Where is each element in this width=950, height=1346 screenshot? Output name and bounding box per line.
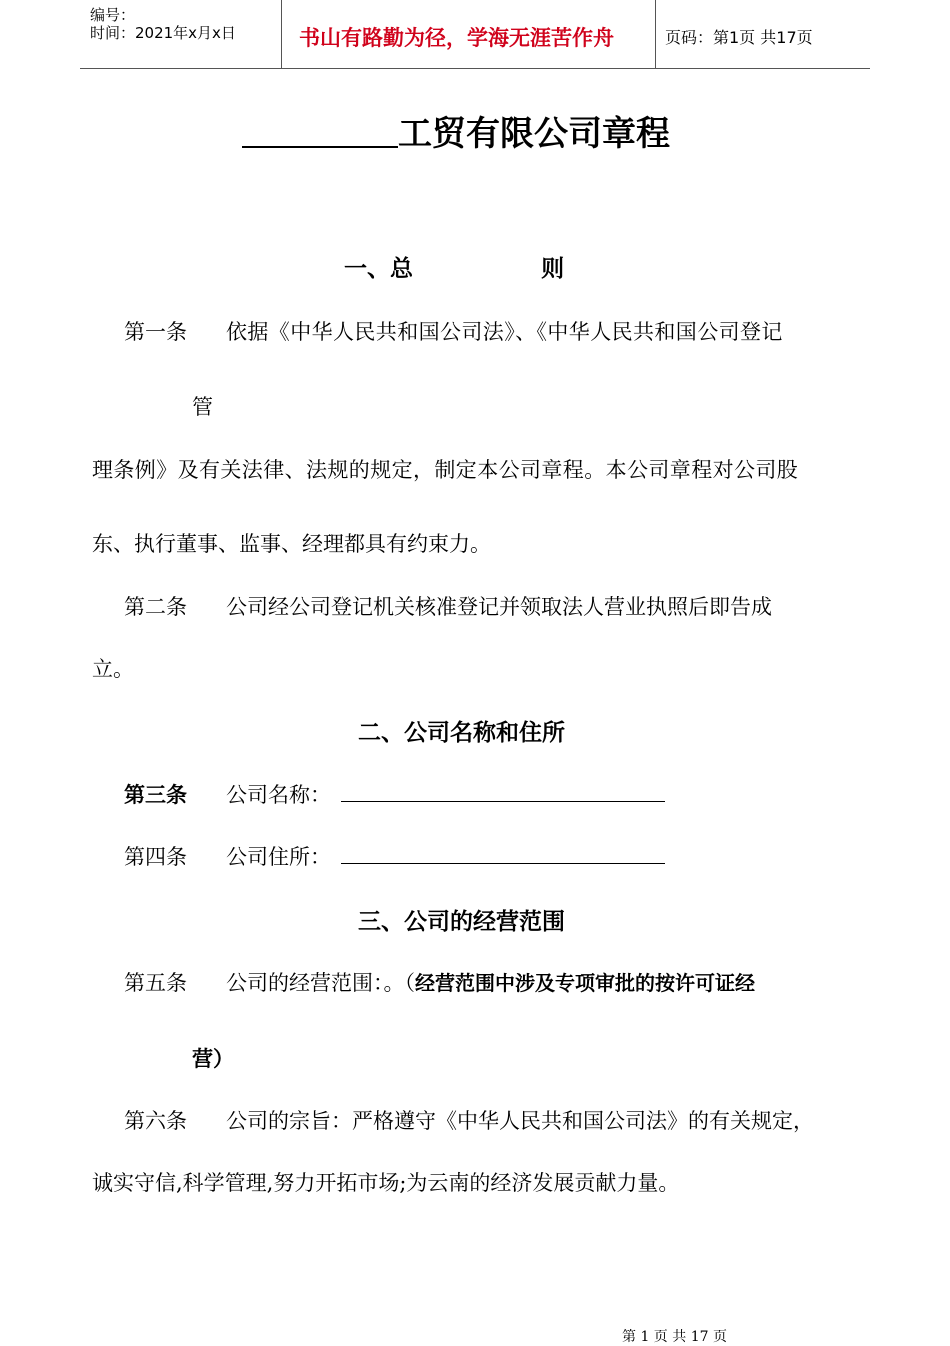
article-1-line-1: 依据《中华人民共和国公司法》、《中华人民共和国公司登记	[226, 320, 783, 344]
header-divider-1	[281, 0, 282, 68]
article-1-line-2: 管	[192, 395, 213, 419]
article-5-line-2: 营）	[192, 1047, 234, 1071]
title-blank-line	[242, 146, 398, 148]
article-4-label: 第四条	[124, 845, 187, 869]
section-heading-general: 一、总 则	[344, 256, 565, 282]
section-heading-name-address: 二、公司名称和住所	[358, 720, 565, 746]
article-6-line-2: 诚实守信,科学管理,努力开拓市场;为云南的经济发展贡献力量。	[92, 1171, 680, 1195]
article-5-text-bold: 经营范围中涉及专项审批的按许可证经	[415, 971, 755, 995]
article-5-text	[226, 967, 755, 997]
article-5-text-plain: 公司的经营范围：。（	[226, 971, 415, 995]
footer-page-number: 第 1 页 共 17 页	[622, 1329, 727, 1345]
header-bottom-rule	[80, 68, 870, 69]
article-6-line-1: 公司的宗旨：严格遵守《中华人民共和国公司法》的有关规定，	[226, 1109, 814, 1133]
header-code-label: 编号：	[90, 6, 136, 24]
company-address-blank	[341, 863, 665, 864]
article-2-line-1: 公司经公司登记机关核准登记并领取法人营业执照后即告成	[226, 595, 772, 619]
header-divider-2	[655, 0, 656, 68]
header-motto: 书山有路勤为径，学海无涯苦作舟	[299, 26, 614, 50]
article-2-label: 第二条	[124, 595, 187, 619]
article-1-label: 第一条	[124, 320, 187, 344]
article-1-line-4: 东、执行董事、监事、经理都具有约束力。	[92, 532, 491, 556]
article-5-label: 第五条	[124, 971, 187, 995]
article-6-label: 第六条	[124, 1109, 187, 1133]
article-2-line-2: 立。	[92, 657, 134, 681]
article-1-line-3: 理条例》及有关法律、法规的规定，制定本公司章程。本公司章程对公司股	[92, 458, 799, 482]
section-heading-business-scope: 三、公司的经营范围	[358, 909, 565, 935]
header-page-info: 页码：第1页 共17页	[665, 28, 813, 47]
header-date-label: 时间：2021年x月x日	[90, 24, 236, 42]
document-title: 工贸有限公司章程	[398, 114, 670, 154]
company-name-blank	[341, 801, 665, 802]
article-4-text: 公司住所：	[226, 845, 331, 869]
article-3-text: 公司名称：	[226, 783, 331, 807]
article-3-label: 第三条	[124, 783, 187, 807]
